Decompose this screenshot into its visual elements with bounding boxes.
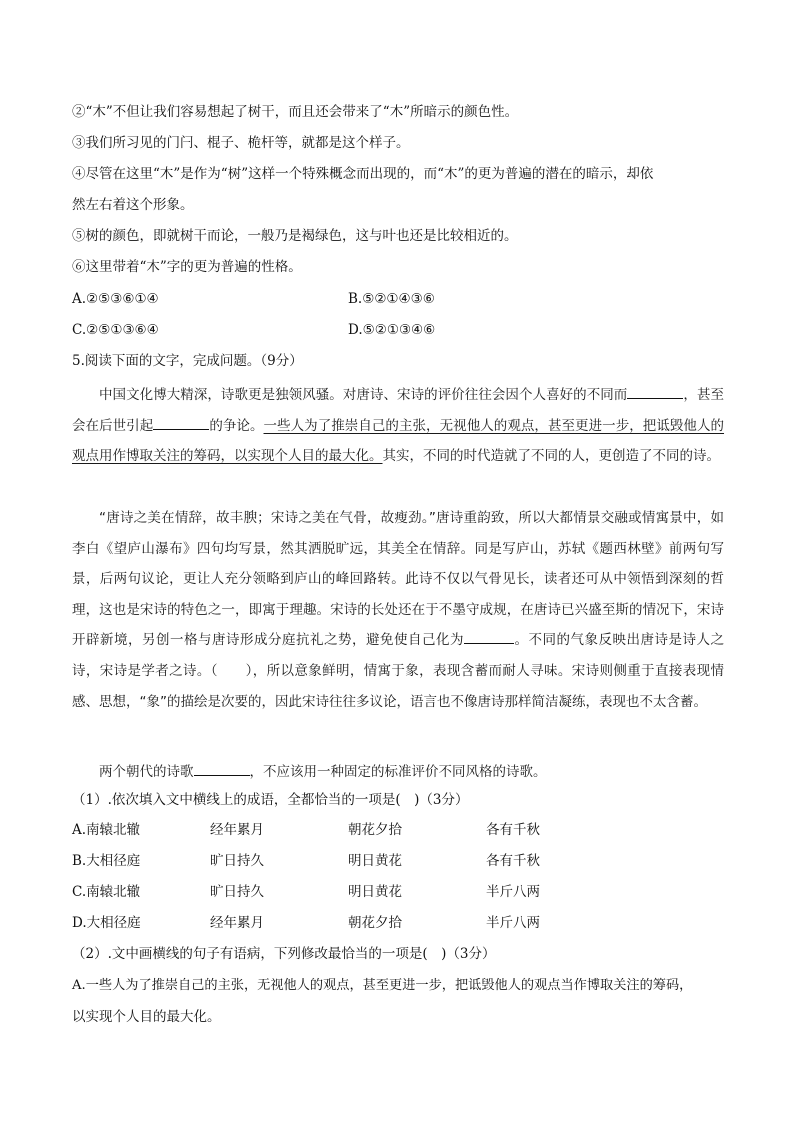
q4-option-a: A.②⑤③⑥①④: [72, 291, 159, 307]
fill-blank-1: [627, 384, 683, 399]
option-a-word-3: 朝花夕拾: [348, 822, 402, 838]
sentence-6: ⑥这里带着“木”字的更为普遍的性格。: [72, 259, 302, 275]
passage-text: “唐诗之美在情辞，故丰腴；宋诗之美在气骨，故瘦劲。”唐诗重韵致，所以大都情景交融或情寓景中，如李白《望庐山瀑布》四句均写景，然其洒脱旷远，其美全在情辞。同是写庐山，苏轼《题西林壁》前两句写景，后两句议论，更让人充分领略到庐山的峰回路转。此诗不仅以气骨见长，读者还可从中领悟到深刻的哲理，这也是宋诗的特色之一，即寓于理趣。宋诗的长处还在于不墨守成规，在唐诗已兴盛至斯的情况下，宋诗开辟新境，另创一格与唐诗形成分庭抗礼之势，避免使自己化为: [72, 510, 724, 649]
passage-text: 中国文化博大精深，诗歌更是独领风骚。对唐诗、宋诗的评价往往会因个人喜好的不同而: [99, 387, 628, 403]
option-c-word-1: C.南辕北辙: [72, 884, 141, 900]
sub-question-2-option-a-line2: 以实现个人目的最大化。: [72, 1009, 221, 1025]
q4-option-c: C.②⑤①③⑥④: [72, 322, 159, 338]
passage-text: 的争论。: [209, 417, 264, 434]
passage-text: 其实，不同的时代造就了不同的人，更创造了不同的诗。: [382, 448, 720, 465]
option-b-word-2: 旷日持久: [210, 853, 264, 869]
option-c-word-2: 旷日持久: [210, 884, 264, 900]
passage-paragraph-1: [72, 380, 724, 472]
q4-option-d: D.⑤②①③④⑥: [348, 322, 436, 338]
option-d-word-3: 朝花夕拾: [348, 915, 402, 931]
option-b-word-1: B.大相径庭: [72, 853, 141, 869]
passage-paragraph-3: [72, 757, 724, 788]
passage-paragraph-2: [72, 503, 724, 717]
passage-text: 。不同的气象反映出唐诗是诗人之诗，宋诗是学者之诗。（ ），所以意象鲜明，情寓于象，表现含蓄而耐人寻味。宋诗则侧重于直接表现情感、思想，“象”的描绘是次要的，因此宋诗往往多议论，语言也不像唐诗那样简洁凝练，表现也不太含蓄。: [72, 632, 724, 710]
underlined-sentence: 一些人为了推崇自己的主张，无视他人的观点，甚至更进一步，把诋毁他人的观点用作博取关注的筹码，以实现个人目的最大化。: [72, 417, 725, 465]
sentence-4-line1: ④尽管在这里“木”是作为“树”这样一个特殊概念而出现的，而“木”的更为普遍的潜在的暗示，却依: [72, 166, 654, 182]
option-b-word-4: 各有千秋: [486, 853, 540, 869]
sentence-5: ⑤树的颜色，即就树干而论，一般乃是褐绿色，这与叶也还是比较相近的。: [72, 228, 518, 244]
sentence-4-line2: 然左右着这个形象。: [72, 197, 194, 213]
option-a-word-1: A.南辕北辙: [72, 822, 141, 838]
option-d-word-4: 半斤八两: [486, 915, 540, 931]
passage-text: ，甚至会在后世引起: [72, 387, 725, 434]
passage-text: 两个朝代的诗歌: [99, 764, 194, 780]
fill-blank-3: [464, 629, 514, 644]
sub-question-2-option-a-line1: A.一些人为了推崇自己的主张，无视他人的观点，甚至更进一步，把诋毁他人的观点当作博取关注的筹码，: [72, 978, 693, 993]
sub-question-2-stem: （2）.文中画横线的句子有语病，下列修改最恰当的一项是( )（3分）: [72, 946, 496, 962]
option-d-word-2: 经年累月: [210, 915, 264, 931]
question-5-heading: 5.阅读下面的文字，完成问题。（9分）: [72, 353, 303, 369]
option-d-word-1: D.大相径庭: [72, 915, 141, 931]
fill-blank-4: [194, 761, 250, 776]
option-a-word-2: 经年累月: [210, 822, 264, 838]
option-a-word-4: 各有千秋: [486, 822, 540, 838]
fill-blank-2: [153, 415, 209, 430]
option-c-word-4: 半斤八两: [486, 884, 540, 900]
q4-option-b: B.⑤②①④③⑥: [348, 291, 435, 307]
option-c-word-3: 明日黄花: [348, 884, 402, 900]
sentence-2: ②“木”不但让我们容易想起了树干，而且还会带来了“木”所暗示的颜色性。: [72, 104, 519, 120]
sub-question-1-stem: （1）.依次填入文中横线上的成语，全都恰当的一项是( )（3分）: [72, 792, 469, 808]
sentence-3: ③我们所习见的门闩、棍子、桅杆等，就都是这个样子。: [72, 135, 410, 151]
passage-text: ，不应该用一种固定的标准评价不同风格的诗歌。: [249, 764, 547, 780]
option-b-word-3: 明日黄花: [348, 853, 402, 869]
